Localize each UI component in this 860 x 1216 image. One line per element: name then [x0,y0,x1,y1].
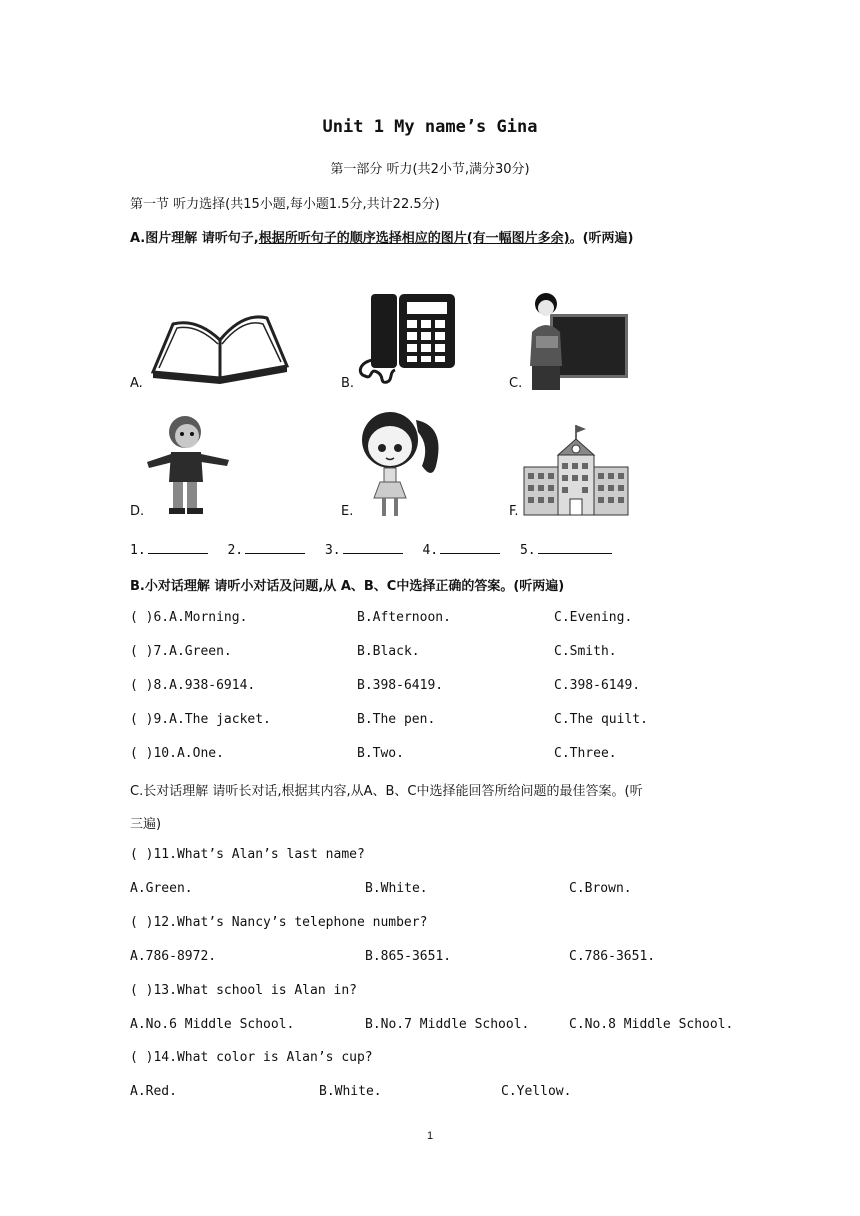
question-row [130,610,247,625]
answer-paren: ( ) [130,644,154,659]
section-c-heading-cont: 三遍) [130,817,162,832]
picture-label-d: D. [130,504,145,519]
page-title: Unit 1 My name’s Gina [322,117,538,137]
boy-icon [145,412,235,516]
section-a-heading [130,227,634,246]
picture-label-b: B. [341,376,355,391]
answer-blank[interactable] [343,542,403,554]
answer-label: 3. [324,543,341,558]
answer-blanks [130,542,612,558]
section-heading: 第一节 听力选择(共15小题,每小题1.5分,共计22.5分) [130,197,440,212]
picture-label-c: C. [509,376,523,391]
answer-blank[interactable] [148,542,208,554]
option-a: 9.A.The jacket. [153,712,271,727]
answer-paren: ( ) [130,610,154,625]
option-b: B.White. [365,881,428,896]
part-heading: 第一部分 听力(共2小节,满分30分) [330,162,530,177]
option-c: C.Yellow. [501,1084,572,1099]
answer-blank[interactable] [440,542,500,554]
question-text: ( )13.What school is Alan in? [130,983,357,998]
option-a: A.Red. [130,1084,177,1099]
picture-label-a: A. [130,376,143,391]
option-a: 7.A.Green. [153,644,232,659]
section-c-heading: C.长对话理解 请听长对话,根据其内容,从A、B、C中选择能回答所给问题的最佳答案。(听 [130,784,643,799]
option-c: C.398-6149. [554,678,641,693]
section-a-lead: A.图片理解 请听句子, [130,231,259,246]
option-c: C.Three. [554,746,617,761]
option-b: B.The pen. [357,712,436,727]
question-text: ( )11.What’s Alan’s last name? [130,847,365,862]
option-c: C.Brown. [569,881,632,896]
option-b: B.White. [319,1084,382,1099]
option-b: B.865-3651. [365,949,452,964]
option-b: B.Black. [357,644,420,659]
teacher-blackboard-icon [522,288,630,390]
answer-label: 1. [130,543,146,558]
question-row [130,746,224,761]
option-b: B.Afternoon. [357,610,451,625]
school-building-icon [522,425,632,519]
answer-paren: ( ) [130,678,154,693]
section-a-tail: 。(听两遍) [569,231,634,246]
option-a: A.786-8972. [130,949,217,964]
question-row [130,712,271,727]
option-a: 6.A.Morning. [153,610,248,625]
option-b: B.Two. [357,746,404,761]
option-b: B.398-6419. [357,678,444,693]
option-b: B.No.7 Middle School. [365,1017,530,1032]
answer-paren: ( ) [130,746,154,761]
answer-label: 4. [422,543,439,558]
answer-paren: ( ) [130,712,154,727]
option-a: 10.A.One. [153,746,224,761]
question-row [130,644,232,659]
telephone-icon [355,290,460,390]
option-c: C.Evening. [554,610,633,625]
option-c: C.No.8 Middle School. [569,1017,734,1032]
page-number: 1 [426,1130,434,1142]
open-book-icon [145,310,295,385]
answer-label: 2. [227,543,244,558]
question-text: ( )12.What’s Nancy’s telephone number? [130,915,428,930]
question-row [130,678,255,693]
option-c: C.786-3651. [569,949,656,964]
option-a: A.No.6 Middle School. [130,1017,295,1032]
answer-blank[interactable] [538,542,612,554]
girl-icon [356,406,446,518]
option-c: C.The quilt. [554,712,648,727]
picture-label-f: F. [509,504,519,519]
section-b-heading: B.小对话理解 请听小对话及问题,从 A、B、C中选择正确的答案。(听两遍) [130,579,565,594]
option-a: 8.A.938-6914. [153,678,256,693]
answer-label: 5. [519,543,536,558]
option-c: C.Smith. [554,644,617,659]
answer-blank[interactable] [245,542,305,554]
section-a-instruction: 根据所听句子的顺序选择相应的图片(有一幅图片多余) [258,231,570,246]
option-a: A.Green. [130,881,193,896]
picture-label-e: E. [341,504,354,519]
question-text: ( )14.What color is Alan’s cup? [130,1050,373,1065]
